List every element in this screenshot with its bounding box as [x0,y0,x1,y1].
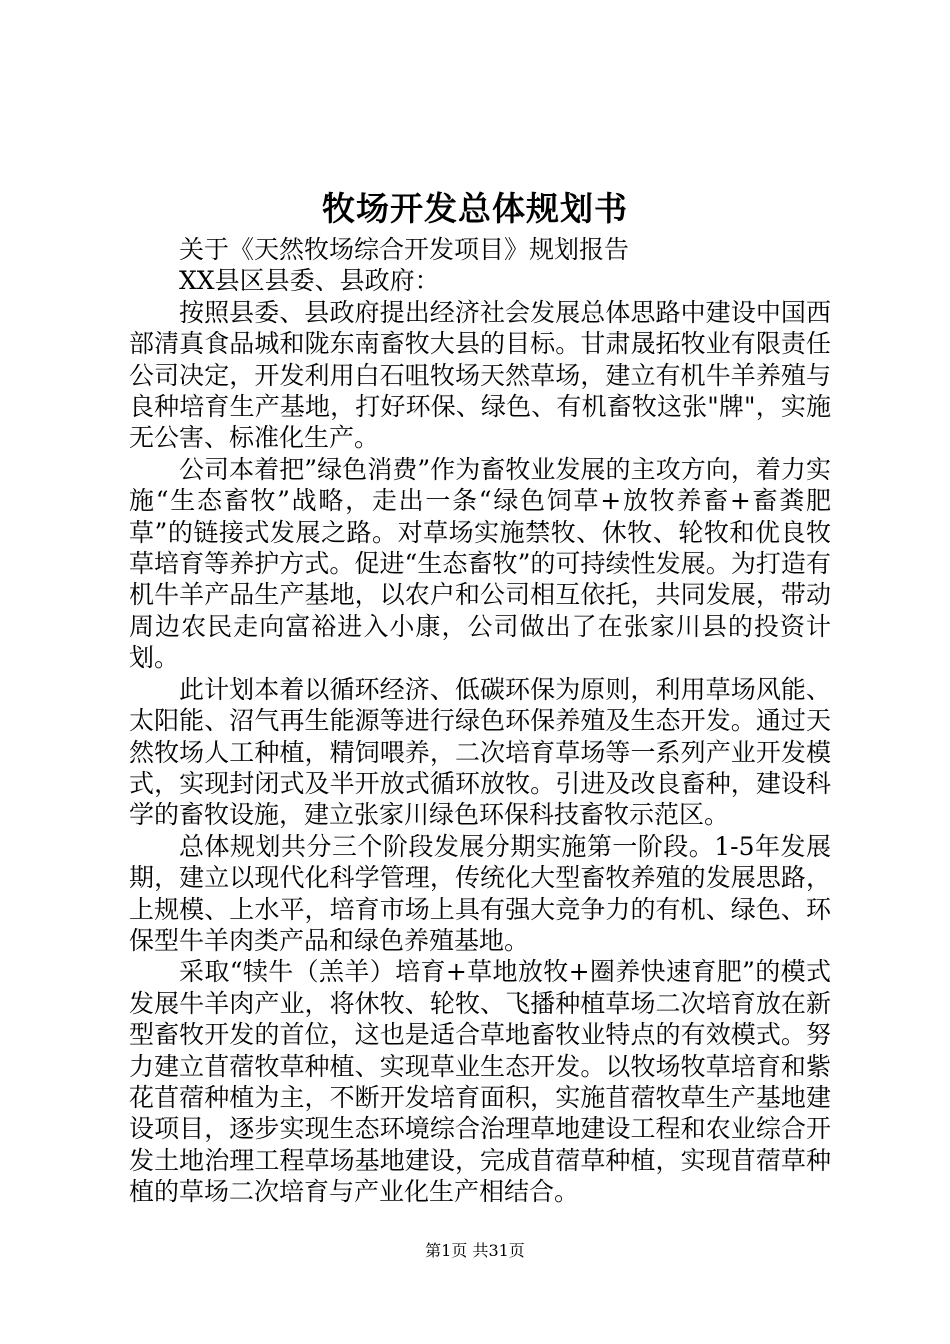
document-title: 牧场开发总体规划书 [322,189,628,228]
paragraph-model: 采取“犊牛（羔羊）培育+草地放牧+圈养快速育肥”的模式发展牛羊肉产业，将休牧、轮牧、飞播种植草场二次培育放在新型畜牧开发的首位，这也是适合草地畜牧业特点的有效模式。努力建立苜蓿牧草种植、实现草业生态开发。以牧场牧草培育和紫花苜蓿种植为主，不断开发培育面积，实施苜蓿牧草生产基地建设项目，逐步实现生态环境综合治理草地建设工程和农业综合开发土地治理工程草场基地建设，完成苜蓿草种植，实现苜蓿草种植的草场二次培育与产业化生产相结合。 [129,957,831,1207]
paragraph-salutation: XX县区县委、县政府： [179,266,440,296]
paragraph-subject: 关于《天然牧场综合开发项目》规划报告 [179,235,630,264]
paragraph-phases: 总体规划共分三个阶段发展分期实施第一阶段。1-5年发展期，建立以现代化科学管理，传统化大型畜牧养殖的发展思路，上规模、上水平，培育市场上具有强大竞争力的有机、绿色、环保型牛羊肉类产品和绿色养殖基地。 [129,831,831,955]
page-number-footer: 第1页 共31页 [425,1241,525,1260]
paragraph-background: 按照县委、县政府提出经济社会发展总体思路中建设中国西部清真食品城和陇东南畜牧大县的目标。甘肃晟拓牧业有限责任公司决定，开发利用白石咀牧场天然草场，建立有机牛羊养殖与良种培育生产基地，打好环保、绿色、有机畜牧这张"牌"，实施无公害、标准化生产。 [129,297,831,453]
document-body [129,234,831,1208]
paragraph-strategy: 公司本着把”绿色消费”作为畜牧业发展的主攻方向，着力实施“生态畜牧”战略，走出一条“绿色饲草+放牧养畜+畜粪肥草”的链接式发展之路。对草场实施禁牧、休牧、轮牧和优良牧草培育等养护方式。促进“生态畜牧”的可持续性发展。为打造有机牛羊产品生产基地，以农户和公司相互依托，共同发展，带动周边农民走向富裕进入小康，公司做出了在张家川县的投资计划。 [129,454,831,673]
paragraph-plan-principle: 此计划本着以循环经济、低碳环保为原则，利用草场风能、太阳能、沼气再生能源等进行绿色环保养殖及生态开发。通过天然牧场人工种植，精饲喂养，二次培育草场等一系列产业开发模式，实现封闭式及半开放式循环放牧。引进及改良畜种，建设科学的畜牧设施，建立张家川绿色环保科技畜牧示范区。 [129,674,831,830]
